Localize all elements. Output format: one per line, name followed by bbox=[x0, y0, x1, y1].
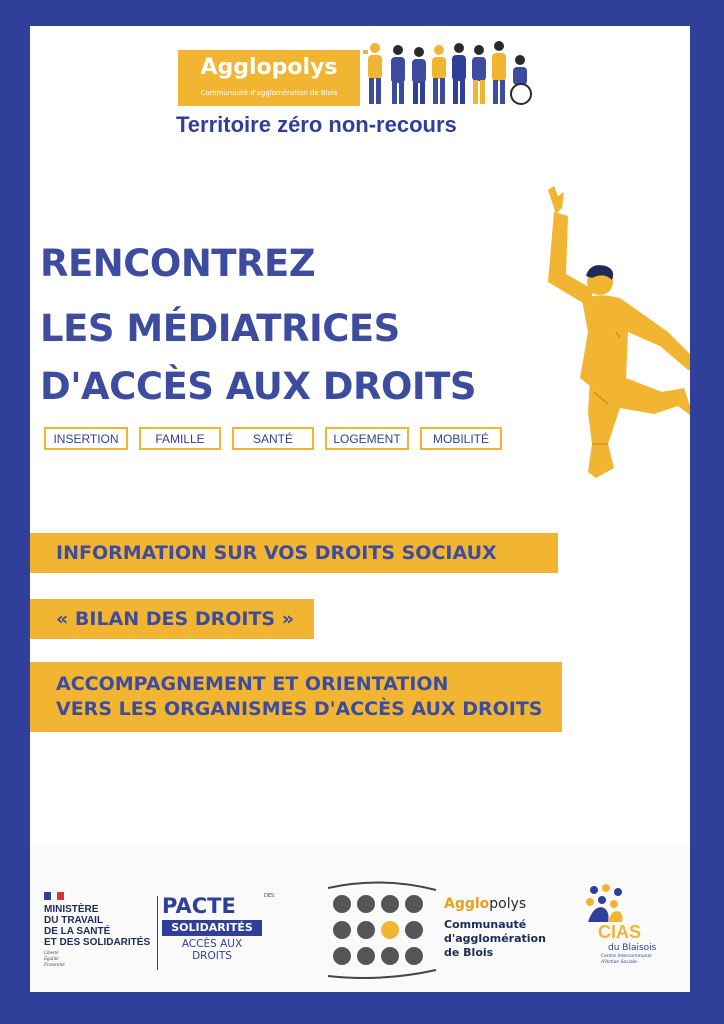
agglopolys-desc-line-1: Communauté bbox=[444, 918, 527, 931]
ministere-line-4: ET DES SOLIDARITÉS bbox=[44, 937, 151, 948]
agglopolys-dots-logo bbox=[322, 878, 440, 982]
pacte-title: PACTE bbox=[162, 894, 236, 918]
motto-liberte: Liberté bbox=[44, 951, 59, 956]
french-flag-icon bbox=[44, 892, 64, 900]
tag-insertion: INSERTION bbox=[44, 427, 128, 450]
cias-title: CIAS bbox=[598, 922, 642, 942]
tagline: Territoire zéro non-recours bbox=[176, 112, 457, 137]
headline-line-1: RENCONTREZ bbox=[40, 242, 316, 285]
ministere-line-1: MINISTÈRE bbox=[44, 904, 99, 915]
ministere-logo bbox=[44, 892, 164, 969]
service-accompagnement-line-1: ACCOMPAGNEMENT ET ORIENTATION bbox=[56, 673, 449, 695]
ministere-line-3: DE LA SANTÉ bbox=[44, 926, 111, 937]
pacte-subtitle bbox=[162, 938, 262, 962]
motto-egalite: Égalité bbox=[44, 957, 59, 962]
service-bilan-des-droits: « BILAN DES DROITS » bbox=[30, 599, 314, 639]
logo-name: Agglopolys bbox=[200, 55, 338, 80]
cias-subtitle: du Blaisois bbox=[608, 943, 657, 953]
headline-line-3: D'ACCÈS AUX DROITS bbox=[40, 365, 477, 408]
republic-motto bbox=[44, 951, 164, 969]
footer-divider bbox=[157, 896, 158, 970]
tag-logement: LOGEMENT bbox=[325, 427, 409, 450]
service-droits-sociaux: INFORMATION SUR VOS DROITS SOCIAUX bbox=[30, 533, 558, 573]
pacte-subtitle-line-2: DROITS bbox=[192, 950, 232, 962]
jumping-person-illustration bbox=[528, 182, 690, 482]
pacte-band: SOLIDARITÉS bbox=[162, 920, 262, 936]
service-accompagnement bbox=[30, 662, 562, 732]
tag-mobilite: MOBILITÉ bbox=[420, 427, 502, 450]
poster bbox=[30, 26, 690, 992]
cias-people-icon bbox=[580, 882, 640, 926]
cias-description: Centre Intercommunal d'Action Sociale bbox=[601, 954, 652, 965]
tag-famille: FAMILLE bbox=[139, 427, 221, 450]
tag-sante: SANTÉ bbox=[232, 427, 314, 450]
agglopolys-footer-name-a: Agglo bbox=[444, 896, 490, 912]
ministere-line-2: DU TRAVAIL bbox=[44, 915, 104, 926]
service-accompagnement-line-2: VERS LES ORGANISMES D'ACCÈS AUX DROITS bbox=[56, 698, 543, 720]
agglopolys-footer-name-b: polys bbox=[489, 896, 527, 912]
pacte-des: DES bbox=[264, 893, 275, 899]
agglopolys-logo bbox=[178, 50, 360, 106]
agglopolys-desc-line-2: d'agglomération bbox=[444, 932, 546, 945]
cias-logo bbox=[580, 882, 680, 977]
pacte-subtitle-line-1: ACCÈS AUX bbox=[181, 938, 243, 950]
agglopolys-footer-desc bbox=[444, 918, 564, 960]
agglopolys-desc-line-3: de Blois bbox=[444, 946, 494, 959]
motto-fraternite: Fraternité bbox=[44, 963, 65, 968]
logo-subtitle: Communauté d'agglomération de Blois bbox=[200, 89, 338, 97]
headline-line-2: LES MÉDIATRICES bbox=[40, 307, 400, 350]
people-illustration bbox=[363, 38, 543, 110]
agglopolys-footer-name bbox=[444, 896, 526, 912]
